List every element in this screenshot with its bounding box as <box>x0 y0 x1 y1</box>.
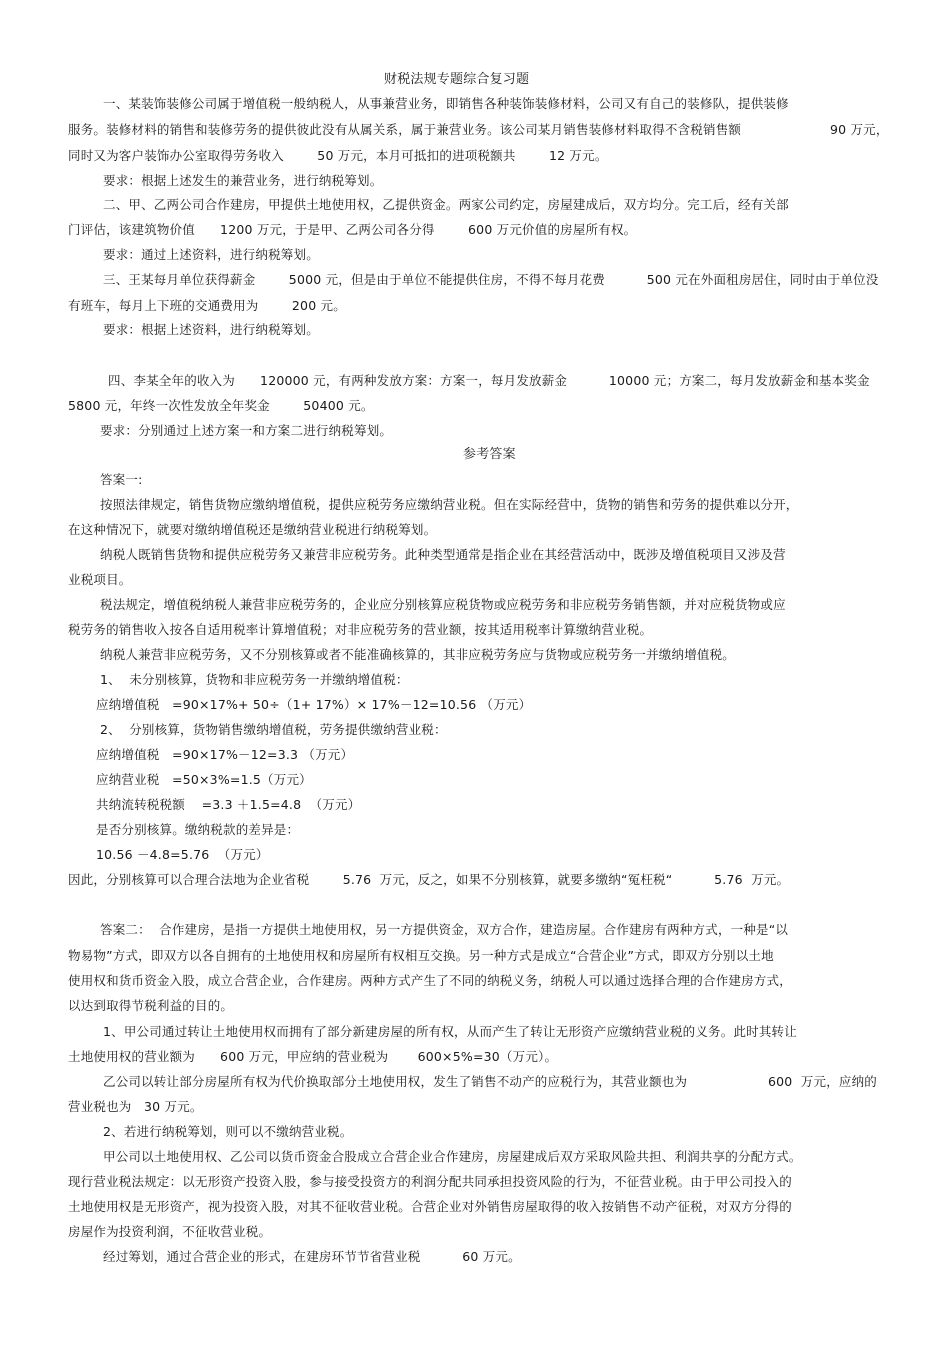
answer-2-step-2: 2、若进行纳税筹划，则可以不缴纳营业税。 <box>103 1124 353 1139</box>
q4-line-2: 5800 元，年终一次性发放全年奖金 50400 元。 <box>68 398 374 413</box>
answer-1-difference-formula: 10.56 －4.8=5.76 （万元） <box>96 847 269 862</box>
answer-1-para-3-line-1: 税法规定，增值税纳税人兼营非应税劳务的，企业应分别核算应税货物或应税劳务和非应税劳务销售额，并对应税货物或应 <box>100 597 786 612</box>
answer-2-para-1-line-2: 物易物”方式，即双方以各自拥有的土地使用权和房屋所有权相互交换。另一种方式是成立“合营企业”方式，即双方分别以土地 <box>68 948 774 963</box>
answer-2-para-1-line-3: 使用权和货币资金入股，成立合营企业，合作建房。两种方式产生了不同的纳税义务，纳税人可以通过选择合理的合作建房方式， <box>68 973 792 988</box>
answer-1-heading: 答案一: <box>100 472 143 487</box>
q1-line-2-amount: 90 万元， <box>830 122 889 137</box>
answers-title: 参考答案 <box>463 447 516 462</box>
q3-line-1: 三、王某每月单位获得薪金 5000 元，但是由于单位不能提供住房，不得不每月花费 500 元在外面租房居住，同时由于单位没 <box>103 272 879 287</box>
q3-line-2: 有班车，每月上下班的交通费用为 200 元。 <box>68 298 346 313</box>
answer-2-step-2-line-4: 房屋作为投资利润，不征收营业税。 <box>68 1224 272 1239</box>
q3-requirement: 要求：根据上述资料，进行纳税筹划。 <box>103 322 319 337</box>
answer-1-conclusion: 因此，分别核算可以合理合法地为企业省税 5.76 万元，反之，如果不分别核算，就要多缴纳“冤枉税“ 5.76 万元。 <box>68 872 790 887</box>
answer-1-step-1: 1、 未分别核算，货物和非应税劳务一并缴纳增值税： <box>100 672 409 687</box>
answer-1-para-1-line-1: 按照法律规定，销售货物应缴纳增值税，提供应税劳务应缴纳营业税。但在实际经营中，货物的销售和劳务的提供难以分开， <box>100 497 799 512</box>
q4-requirement: 要求：分别通过上述方案一和方案二进行纳税筹划。 <box>100 423 393 438</box>
answer-1-para-4: 纳税人兼营非应税劳务，又不分别核算或者不能准确核算的，其非应税劳务应与货物或应税劳务一并缴纳增值税。 <box>100 647 736 662</box>
answer-2-step-1b-line-1-amount: 600 万元，应纳的 <box>768 1074 878 1089</box>
answer-2-ending: 经过筹划，通过合营企业的形式，在建房环节节省营业税 60 万元。 <box>103 1249 521 1264</box>
answer-1-para-3-line-2: 税劳务的销售收入按各自适用税率计算增值税；对非应税劳务的营业额，按其适用税率计算缴纳营业税。 <box>68 622 653 637</box>
answer-2-step-1b-line-1: 乙公司以转让部分房屋所有权为代价换取部分土地使用权，发生了销售不动产的应税行为，其营业额也为 <box>103 1074 688 1089</box>
answer-1-step-2-formula-2: 应纳营业税 =50×3%=1.5（万元） <box>96 772 312 787</box>
answer-2-step-1b-line-2: 营业税也为 30 万元。 <box>68 1099 203 1114</box>
answer-1-step-2: 2、 分别核算，货物销售缴纳增值税，劳务提供缴纳营业税： <box>100 722 447 737</box>
answer-1-step-2-formula-3: 共纳流转税税额 =3.3 ＋1.5=4.8 （万元） <box>96 797 361 812</box>
answer-2-step-2-line-2: 现行营业税法规定：以无形资产投资入股，参与接受投资方的利润分配共同承担投资风险的行为，不征营业税。由于甲公司投入的 <box>68 1174 792 1189</box>
answer-1-para-2-line-1: 纳税人既销售货物和提供应税劳务又兼营非应税劳务。此种类型通常是指企业在其经营活动中，既涉及增值税项目又涉及营 <box>100 547 786 562</box>
answer-1-step-1-formula: 应纳增值税 =90×17%+ 50÷（1+ 17%）× 17%－12=10.56 （万元） <box>96 697 532 712</box>
answer-2-para-1-line-4: 以达到取得节税利益的目的。 <box>68 998 234 1013</box>
answer-1-para-2-line-2: 业税项目。 <box>68 572 132 587</box>
answer-2-step-2-line-3: 土地使用权是无形资产，视为投资入股，对其不征收营业税。合营企业对外销售房屋取得的收入按销售不动产征税，对双方分得的 <box>68 1199 792 1214</box>
answer-2-para-1-line-1: 答案二： 合作建房，是指一方提供土地使用权，另一方提供资金，双方合作，建造房屋。合作建房有两种方式，一种是“以 <box>100 922 789 937</box>
q4-line-1: 四、李某全年的收入为 120000 元，有两种发放方案：方案一，每月发放薪金 10000 元；方案二，每月发放薪金和基本奖金 <box>108 373 870 388</box>
answer-1-difference: 是否分别核算。缴纳税款的差异是： <box>96 822 300 837</box>
q1-line-3: 同时又为客户装饰办公室取得劳务收入 50 万元，本月可抵扣的进项税额共 12 万元。 <box>68 148 608 163</box>
q2-line-2: 门评估，该建筑物价值 1200 万元，于是甲、乙两公司各分得 600 万元价值的房屋所有权。 <box>68 222 637 237</box>
q1-line-1: 一、某装饰装修公司属于增值税一般纳税人，从事兼营业务，即销售各种装饰装修材料，公司又有自己的装修队，提供装修 <box>103 96 789 111</box>
answer-2-step-1-line-1: 1、甲公司通过转让土地使用权而拥有了部分新建房屋的所有权，从而产生了转让无形资产应缴纳营业税的义务。此时其转让 <box>103 1024 797 1039</box>
q1-line-2: 服务。装修材料的销售和装修劳务的提供彼此没有从属关系，属于兼营业务。该公司某月销售装修材料取得不含税销售额 <box>68 122 742 137</box>
document-title: 财税法规专题综合复习题 <box>384 72 530 87</box>
answer-1-step-2-formula-1: 应纳增值税 =90×17%－12=3.3 （万元） <box>96 747 354 762</box>
answer-1-para-1-line-2: 在这种情况下，就要对缴纳增值税还是缴纳营业税进行纳税筹划。 <box>68 522 437 537</box>
answer-2-step-1-line-2: 土地使用权的营业额为 600 万元，甲应纳的营业税为 600×5%=30（万元）。 <box>68 1049 558 1064</box>
q2-requirement: 要求：通过上述资料，进行纳税筹划。 <box>103 247 319 262</box>
q2-line-1: 二、甲、乙两公司合作建房，甲提供土地使用权，乙提供资金。两家公司约定，房屋建成后，双方均分。完工后，经有关部 <box>103 197 789 212</box>
answer-2-step-2-line-1: 甲公司以土地使用权、乙公司以货币资金合股成立合营企业合作建房，房屋建成后双方采取风险共担、利润共享的分配方式。 <box>103 1149 802 1164</box>
q1-requirement: 要求：根据上述发生的兼营业务，进行纳税筹划。 <box>103 173 383 188</box>
